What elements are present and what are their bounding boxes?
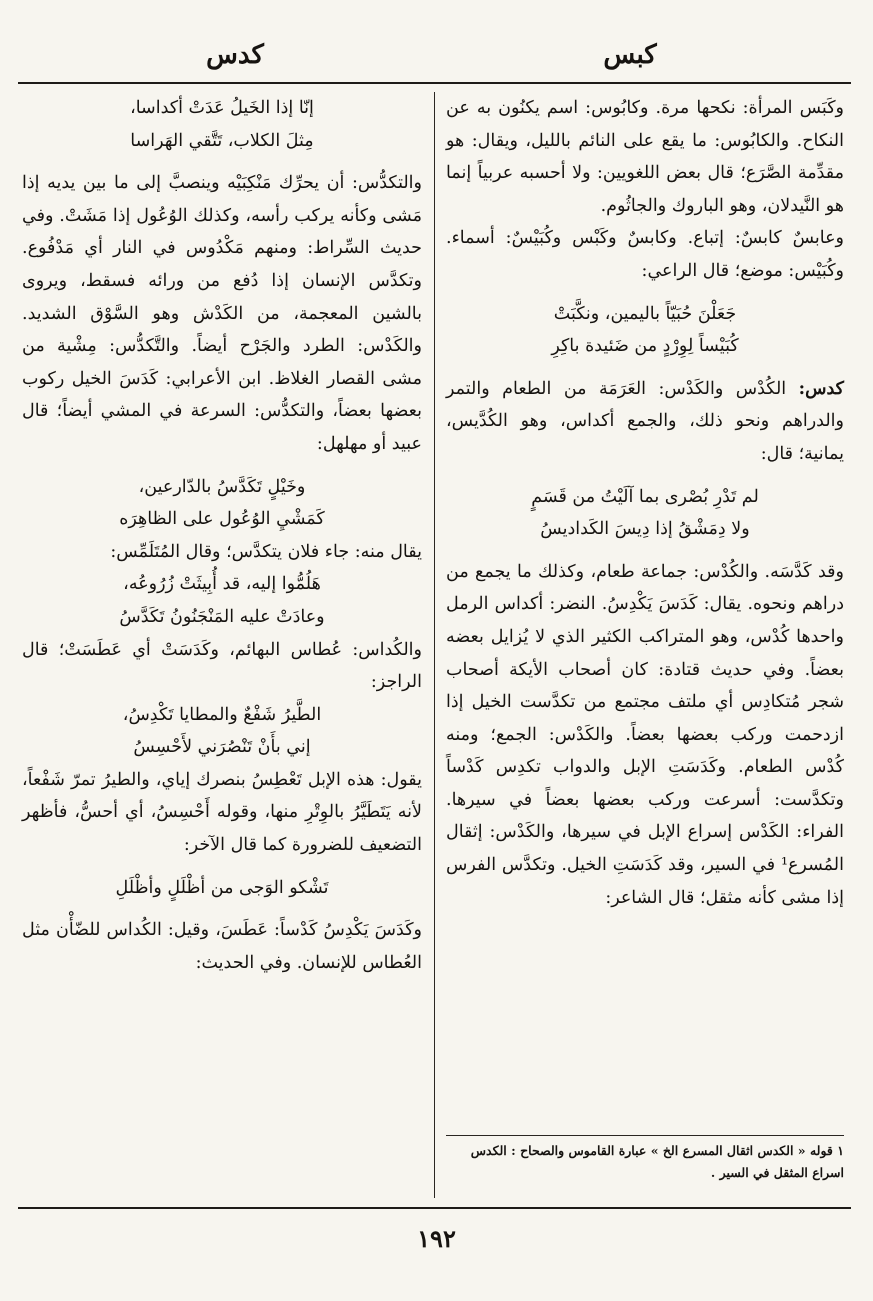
entry-paragraph: والتكدُّس: أن يحرِّك مَنْكِبَيْه وينصبَّ إلى ما بين يديه إذا مَشى وكأنه يركب رأسه، وكذلك الوُعُول إذا مَشَتْ. وفي حديث السِّراط: ومنهم مَكْدُوس في النار أي مَدْفُوع. وتكدَّس الإنسان إذا دُفع من ورائه فسقط، ويروى بالشين المعجمة، من الكَدْش وهو السَّوْق الشديد. والكَدْس: الطرد والجَرْح أيضاً. والتَّكدُّس: مِشْية من مشى القصار الغلاظ. ابن الأعرابي: كَدَسَ الخيل ركوب بعضها بعضاً، والتكدُّس: السرعة في المشي أيضاً؛ قال عبيد أو مهلهل:	[22, 173, 422, 454]
page-number: ١٩٢	[417, 1224, 456, 1253]
verse-line: كَمَشْيِ الوُعُول على الظاهِرَه	[119, 509, 325, 530]
column-divider	[434, 92, 435, 1198]
verse-line: الطَّيرُ شَفْعٌ والمطايا تَكْدِسُ،	[122, 704, 322, 725]
footnote-marker: ١	[837, 1143, 844, 1158]
header-rule	[18, 82, 851, 84]
verse-line: ولا دِمَشْقُ إذا دِيسَ الكَداديسُ	[540, 519, 750, 540]
verse-line: وخَيْلٍ تَكَدَّسُ بالدّارعين،	[138, 476, 306, 497]
entry-paragraph: وقد كَدَّسَه. والكُدْس: جماعة طعام، وكذلك ما يجمع من دراهم ونحوه. يقال: كَدَسَ يَكْدِسُ. النضر: أكداس الرمل واحدها كُدْس، وهو المتراكب الكثير الذي لا يُزايل بعضه بعضاً. وفي حديث قتادة: كان أصحاب الأيكة أصحاب شجر مُتكادِس أي ملتف مجتمع من تكدَّست الخيل إذا ازدحمت وركب بعضها بعضاً. والكَدْس: الجمع؛ ومنه كُدْس الطعام. وكَدَسَتِ الإبل والدواب تكدِس كَدْساً وتكدَّست: أسرعت وركب بعضها بعضاً في سيرها. الفراء: الكَدْس إسراع الإبل في سيرها، والكَدْس: إثقال المُسرع¹ في السير، وقد كَدَسَتِ الخيل. وتكدَّس الفرس إذا مشى كأنه مثقل؛ قال الشاعر:	[446, 561, 844, 908]
verse-line: إنّا إذا الخَيلُ عَدَتْ أكداسا،	[130, 98, 314, 118]
verse-line: تَشْكو الوَجى من أظْلَلٍ وأظْلَلِ	[115, 877, 329, 898]
verse-line: هَلُمُّوا إليه، قد أُبِيثَتْ زُرُوعُه،	[123, 574, 321, 595]
entry-paragraph: والكُداس: عُطاس البهائم، وكَدَسَتْ أي عَطَسَتْ؛ قال الراجز:	[22, 639, 422, 693]
verse-line: كُبَيْساً لِوِرْدٍ من ضَئيدة باكِرِ	[551, 336, 739, 357]
verse-line: لم تَدْرِ بُصْرى بما آلَيْتُ من قَسَمٍ	[531, 486, 759, 507]
right-running-headword: كبس	[603, 40, 657, 70]
right-column	[446, 92, 844, 914]
left-column	[22, 92, 422, 979]
left-running-headword: كدس	[206, 40, 264, 70]
entry-paragraph: يقال منه: جاء فلان يتكدَّس؛ وقال المُتَلَمِّس:	[110, 541, 422, 562]
entry-headword: كدس:	[798, 378, 844, 399]
footnote-rule	[446, 1135, 844, 1136]
verse-line: مِثلَ الكلاب، تَتَّقي الهَراسا	[130, 130, 314, 151]
entry-paragraph	[446, 373, 844, 471]
verse-line: إني بأَنْ تَنْصُرَني لأَحْسِسُ	[133, 737, 311, 758]
footer-rule	[18, 1207, 851, 1209]
footnote	[446, 1140, 844, 1184]
entry-paragraph: وعابسٌ كابسٌ: إتباع. وكابسٌ وكَبْس وكُبَيْسٌ: أسماء. وكُبَيْس: موضع؛ قال الراعي:	[446, 228, 844, 281]
entry-paragraph: وكَبَس المرأة: نكحها مرة. وكابُوس: اسم يكنُون به عن النكاح. والكابُوس: ما يقع على النائم بالليل، ويقال: هو مقدِّمة الصَّرَع؛ قال بعض اللغويين: ولا أحسبه عربياً إنما هو النَّيدلان، وهو الباروك والجاثُوم.	[446, 98, 844, 216]
entry-paragraph: وكَدَسَ يَكْدِسُ كَدْساً: عَطَسَ، وقيل: الكُداس للضّأْن مثل العُطاس للإنسان. وفي الحديث:	[22, 920, 422, 973]
verse-line: وعادَتْ عليه المَنْجَنُونُ تَكَدَّسُ	[119, 606, 325, 627]
footnote-text: قوله « الكدس اثقال المسرع الخ » عبارة القاموس والصحاح : الكدس اسراع المثقل في السير .	[470, 1143, 844, 1180]
entry-text: الكُدْس والكَدْس: العَرَمَة من الطعام والتمر والدراهم ونحو ذلك، والجمع أكداس، وهو الكُدَّيس، يمانية؛ قال:	[446, 378, 844, 464]
verse-line: جَعَلْنَ حُبَيّاً باليمين، ونكَّبَتْ	[553, 303, 737, 324]
entry-paragraph: يقول: هذه الإبل تَعْطِسُ بنصرك إياي، والطيرُ تمرّ شَفْعاً، لأنه يَتَطَيَّرُ بالوِتْرِ منها، وقوله أَحْسِسُ، أي أحسُّ، فأظهر التضعيف للضرورة كما قال الآخر:	[22, 769, 422, 856]
